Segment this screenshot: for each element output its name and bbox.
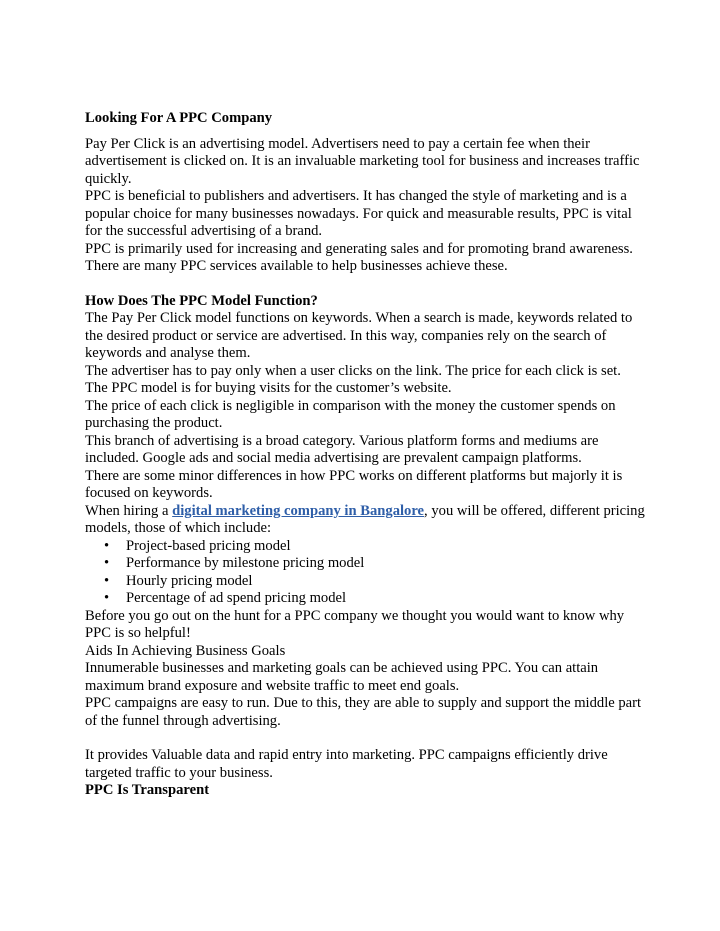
paragraph: This branch of advertising is a broad category. Various platform forms and mediums are included. Google ads and social media advertising are prevalent campaign platforms. — [85, 432, 599, 466]
spacer — [85, 276, 645, 293]
paragraph: PPC campaigns are easy to run. Due to this, they are able to supply and support the middle part of the funnel through advertising. — [85, 695, 642, 729]
hiring-text-after: , you will be offered, different pricing models, those of which include: — [85, 502, 645, 536]
paragraph: Innumerable businesses and marketing goals can be achieved using PPC. You can attain maximum brand exposure and website traffic to meet end goals. — [85, 660, 599, 694]
list-item: • Hourly pricing model — [126, 573, 645, 591]
paragraph: PPC is primarily used for increasing and generating sales and for promoting brand awareness. There are many PPC services available to help businesses achieve these. — [85, 240, 633, 274]
paragraph: PPC is beneficial to publishers and advertisers. It has changed the style of marketing and is a popular choice for many businesses nowadays. For quick and measurable results, PPC is vital for the successful advertising of a brand. — [85, 188, 632, 239]
paragraph: Before you go out on the hunt for a PPC company we thought you would want to know why PPC is so helpful! — [85, 607, 625, 641]
list-item: • Project-based pricing model — [126, 538, 645, 556]
subheading-business-goals: Aids In Achieving Business Goals — [85, 642, 286, 659]
paragraph: Pay Per Click is an advertising model. Advertisers need to pay a certain fee when their advertisement is clicked on. It is an invaluable marketing tool for business and increases traffic quickly. — [85, 135, 640, 187]
section-heading-looking-for-ppc: Looking For A PPC Company — [85, 110, 273, 126]
list-item: • Performance by milestone pricing model — [126, 555, 645, 573]
paragraph: The advertiser has to pay only when a user clicks on the link. The price for each click is set. The PPC model is for buying visits for the customer’s website. — [85, 362, 621, 396]
paragraph: The Pay Per Click model functions on keywords. When a search is made, keywords related to the desired product or service are advertised. In this way, companies rely on the search of keywords and analyse them. — [85, 310, 633, 361]
hiring-text-before: When hiring a — [85, 502, 173, 519]
section-heading-ppc-model-function: How Does The PPC Model Function? — [85, 292, 318, 309]
paragraph: The price of each click is negligible in comparison with the money the customer spends on purchasing the product. — [85, 397, 616, 431]
document-page — [85, 110, 645, 800]
digital-marketing-company-link[interactable]: digital marketing company in Bangalore — [172, 502, 425, 519]
hiring-paragraph — [85, 503, 645, 538]
pricing-models-list — [85, 538, 645, 608]
section-heading-ppc-transparent: PPC Is Transparent — [85, 782, 210, 798]
paragraph: There are some minor differences in how PPC works on different platforms but majorly it is focused on keywords. — [85, 467, 623, 501]
paragraph: It provides Valuable data and rapid entry into marketing. PPC campaigns efficiently drive targeted traffic to your business. — [85, 747, 608, 781]
list-item: • Percentage of ad spend pricing model — [126, 590, 645, 608]
spacer — [85, 730, 645, 747]
